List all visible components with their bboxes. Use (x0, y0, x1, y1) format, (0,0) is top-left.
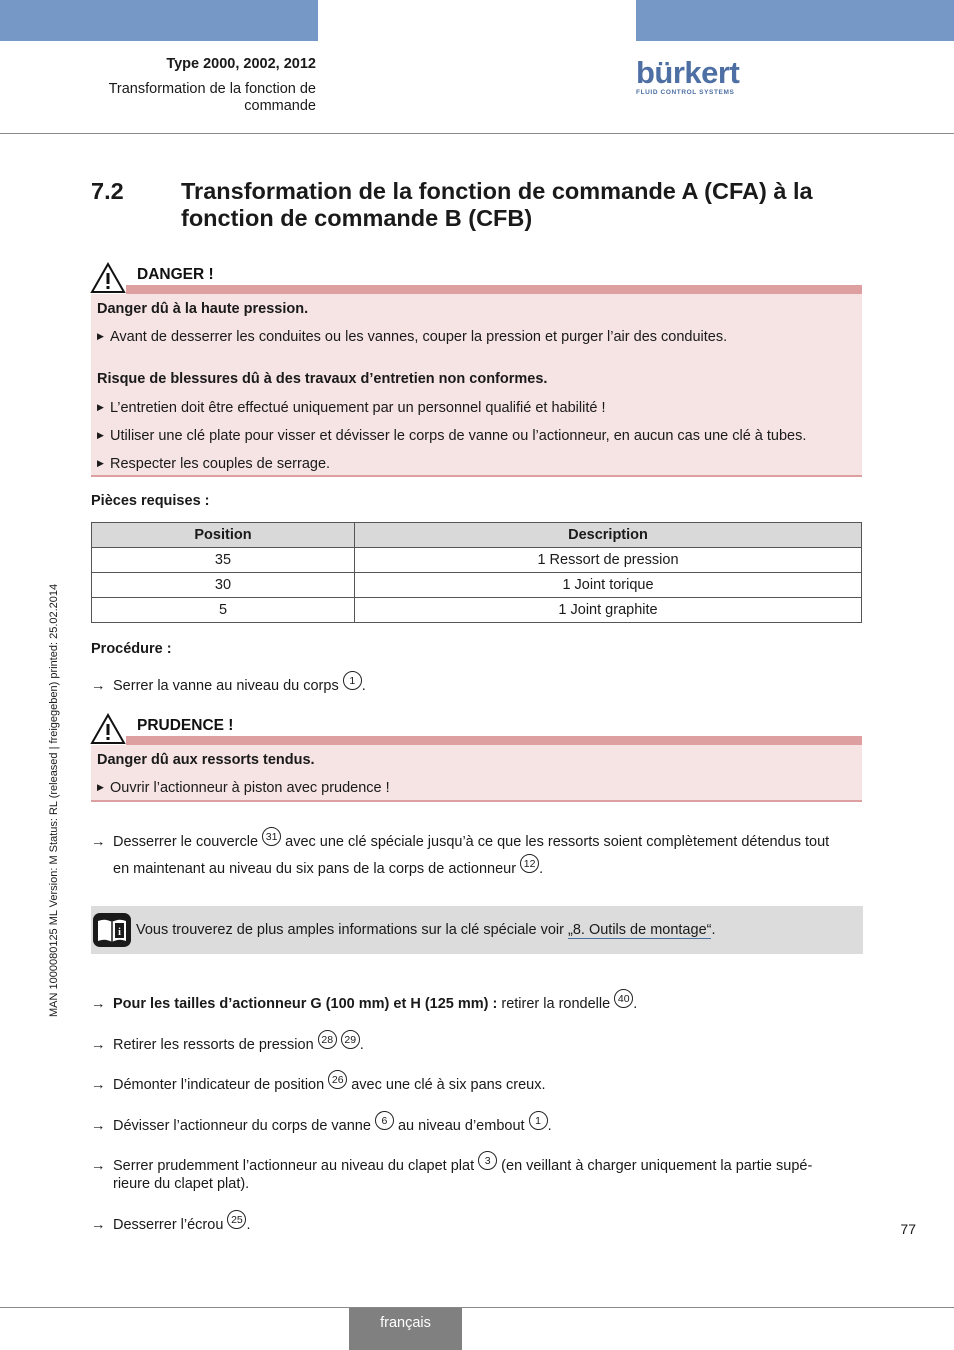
caution-stripe (126, 736, 862, 745)
position-ref: 28 (318, 1030, 337, 1049)
procedure-step: → Desserrer l’écrou 25 . (91, 1216, 250, 1235)
header-divider (0, 133, 954, 134)
arrow-icon: → (91, 678, 106, 694)
caution-heading: Danger dû aux ressorts tendus. (97, 752, 315, 768)
note-text: Vous trouverez de plus amples informations sur la clé spéciale voir (136, 922, 564, 938)
document-type: Type 2000, 2002, 2012 (166, 56, 316, 72)
step-text: avec une clé spéciale jusqu’à ce que les ressorts soient complètement détendus tout (285, 834, 830, 850)
step-text: Retirer les ressorts de pression (113, 1037, 314, 1053)
step-text: (en veillant à charger uniquement la partie supé- (501, 1158, 813, 1174)
logo-tagline: FLUID CONTROL SYSTEMS (636, 89, 735, 96)
parts-label: Pièces requises : (91, 493, 210, 509)
caution-label: PRUDENCE ! (137, 717, 234, 734)
position-ref: 1 (343, 671, 362, 690)
arrow-icon: → (91, 1158, 106, 1174)
step-text: retirer la rondelle (501, 996, 611, 1012)
table-row (92, 598, 862, 623)
danger-item (97, 428, 806, 444)
burkert-logo (636, 55, 740, 96)
section-number: 7.2 (91, 178, 124, 204)
table-row (92, 548, 862, 573)
step-text: en maintenant au niveau du six pans de la corps de actionneur (113, 861, 517, 877)
danger-heading-pressure: Danger dû à la haute pression. (97, 301, 309, 317)
danger-stripe (126, 285, 862, 294)
procedure-step-continued: rieure du clapet plat). (113, 1176, 250, 1192)
page-number: 77 (900, 1221, 916, 1237)
warning-triangle-icon (90, 262, 126, 294)
header-bar-right (636, 0, 954, 41)
warning-triangle-icon (90, 713, 126, 745)
caution-item-text: Ouvrir l’actionneur à piston avec prudence ! (110, 780, 390, 796)
logo-wordmark: bürkert (636, 55, 740, 90)
step-text: Démonter l’indicateur de position (113, 1077, 325, 1093)
caution-item (97, 780, 390, 796)
procedure-step: → Retirer les ressorts de pression 28 29 . (91, 1036, 364, 1055)
procedure-step: → Pour les tailles d’actionneur G (100 mm) et H (125 mm) : retirer la rondelle 40 . (91, 995, 637, 1014)
step-text: Serrer prudemment l’actionneur au niveau du clapet plat (113, 1158, 475, 1174)
position-ref: 3 (478, 1151, 497, 1170)
position-ref: 31 (262, 827, 281, 846)
cell-description: 1 Joint graphite (355, 598, 862, 623)
column-header-position: Position (92, 523, 355, 548)
section-link[interactable]: „8. Outils de montage“ (568, 922, 712, 938)
bullet-icon: ▶ (97, 402, 104, 412)
arrow-icon: → (91, 1037, 106, 1053)
cell-position: 35 (92, 548, 355, 573)
danger-item (97, 456, 330, 472)
danger-item (97, 329, 727, 345)
arrow-icon: → (91, 1217, 106, 1233)
position-ref: 29 (341, 1030, 360, 1049)
step-text: Dévisser l’actionneur du corps de vanne (113, 1118, 371, 1134)
step-text: Serrer la vanne au niveau du corps (113, 678, 339, 694)
position-ref: 40 (614, 989, 633, 1008)
danger-item (97, 400, 606, 416)
bullet-icon: ▶ (97, 782, 104, 792)
danger-box (91, 294, 862, 477)
danger-item-text: Avant de desserrer les conduites ou les vannes, couper la pression et purger l’air des conduites. (110, 329, 728, 345)
arrow-icon: → (91, 834, 106, 850)
step-text: avec une clé à six pans creux. (351, 1077, 546, 1093)
step-text: Desserrer l’écrou (113, 1217, 224, 1233)
note-text-line (136, 922, 716, 938)
procedure-step (91, 1076, 545, 1095)
procedure-step (91, 833, 829, 852)
position-ref: 26 (328, 1070, 347, 1089)
position-ref: 1 (529, 1111, 548, 1130)
danger-item-text: Utiliser une clé plate pour visser et dévisser le corps de vanne ou l’actionneur, en aucun cas une clé à tubes. (110, 428, 807, 444)
language-tab: français (349, 1308, 462, 1350)
danger-heading-maintenance: Risque de blessures dû à des travaux d’entretien non conformes. (97, 371, 548, 387)
bullet-icon: ▶ (97, 458, 104, 468)
procedure-step: → Dévisser l’actionneur du corps de vanne 6 au niveau d’embout 1 . (91, 1117, 552, 1136)
header-subtitle: Transformation de la fonction de commande (108, 81, 316, 114)
header-bar-left (0, 0, 318, 41)
bullet-icon: ▶ (97, 430, 104, 440)
document-meta-vertical: MAN 1000080125 ML Version: M Status: RL (released | freigegeben) printed: 25.02.2014 (48, 583, 60, 1017)
step-text-bold: Pour les tailles d’actionneur G (100 mm) et H (125 mm) : (113, 996, 498, 1012)
position-ref: 25 (227, 1210, 246, 1229)
procedure-label: Procédure : (91, 641, 172, 657)
step-text: Desserrer le couvercle (113, 834, 259, 850)
cell-description: 1 Ressort de pression (355, 548, 862, 573)
table-row (92, 573, 862, 598)
table-header-row (92, 523, 862, 548)
arrow-icon: → (91, 1077, 106, 1093)
parts-table (91, 522, 862, 623)
arrow-icon: → (91, 996, 106, 1012)
procedure-step (91, 677, 366, 696)
danger-item-text: Respecter les couples de serrage. (110, 456, 331, 472)
cell-position: 5 (92, 598, 355, 623)
procedure-step-continued: en maintenant au niveau du six pans de la corps de actionneur 12 . (113, 860, 543, 879)
footer-divider (0, 1307, 954, 1308)
procedure-step (91, 1157, 812, 1176)
cell-description: 1 Joint torique (355, 573, 862, 598)
caution-box (91, 745, 862, 802)
manual-info-icon (91, 911, 133, 949)
danger-item-text: L’entretien doit être effectué uniquement par un personnel qualifié et habilité ! (110, 400, 606, 416)
danger-label: DANGER ! (137, 266, 214, 283)
cell-position: 30 (92, 573, 355, 598)
step-end: . (361, 678, 366, 694)
position-ref: 6 (375, 1111, 394, 1130)
section-title: Transformation de la fonction de commande A (CFA) à la fonction de commande B (CFB) (181, 178, 813, 231)
svg-text:i: i (118, 927, 121, 938)
step-text: au niveau d’embout (397, 1118, 525, 1134)
position-ref: 12 (520, 854, 539, 873)
info-note (91, 906, 863, 954)
arrow-icon: → (91, 1118, 106, 1134)
column-header-description: Description (355, 523, 862, 548)
bullet-icon: ▶ (97, 331, 104, 341)
note-end: . (711, 922, 716, 938)
